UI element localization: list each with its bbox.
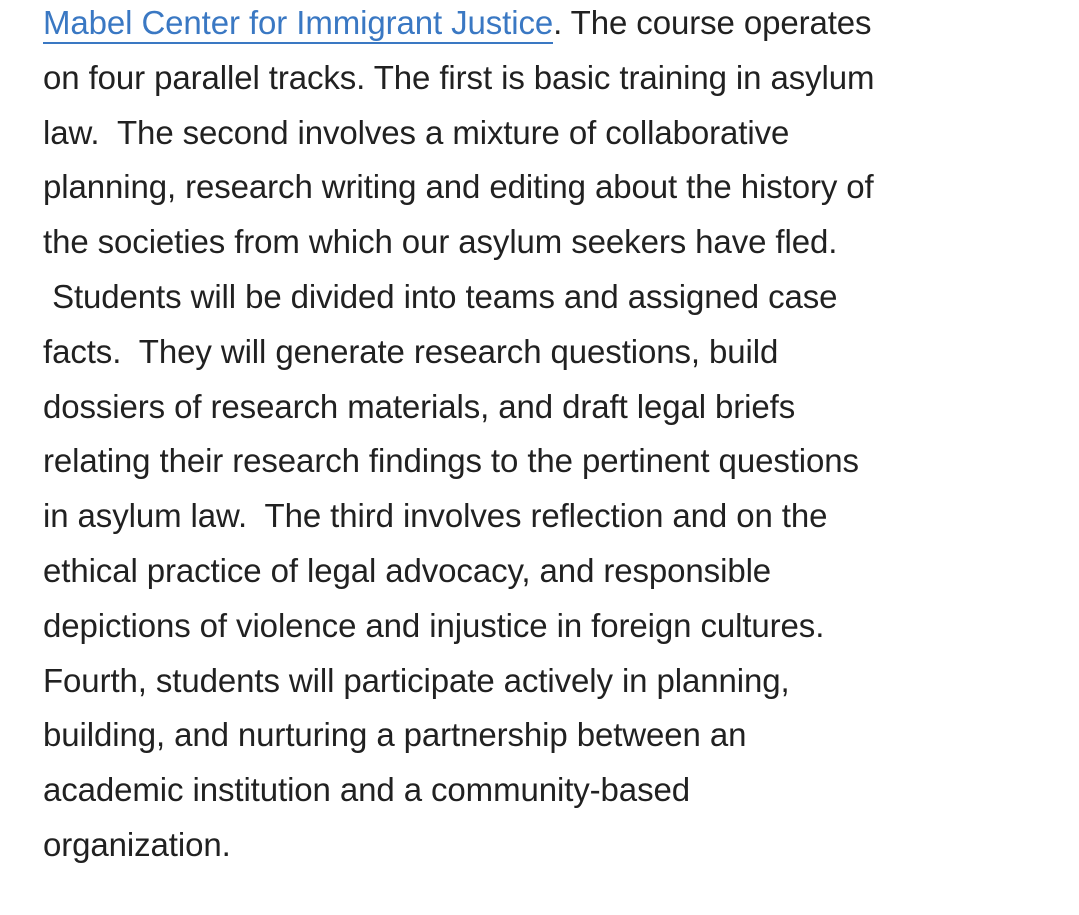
paragraph-line: Students will be divided into teams and assigned case [43,277,838,315]
paragraph-line: on four parallel tracks. The first is basic training in asylum [43,58,875,96]
paragraph-line: organization. [43,825,231,863]
paragraph-line: ethical practice of legal advocacy, and responsible [43,551,772,589]
paragraph-line: academic institution and a community-based [43,771,690,809]
article-paragraph [43,0,1053,873]
paragraph-line: the societies from which our asylum seekers have fled. [43,223,838,261]
paragraph-line: building, and nurturing a partnership between an [43,716,747,754]
paragraph-line: dossiers of research materials, and draft legal briefs [43,387,796,425]
paragraph-line: in asylum law. The third involves reflection and on the [43,497,828,535]
paragraph-line: relating their research findings to the pertinent questions [43,442,859,480]
paragraph-line-1 [43,0,1053,51]
paragraph-line: law. The second involves a mixture of collaborative [43,113,790,151]
paragraph-line-1-text: . The course operates [553,4,872,41]
paragraph-line: facts. They will generate research questions, build [43,332,779,370]
paragraph-line: planning, research writing and editing about the history of [43,168,874,206]
paragraph-line: depictions of violence and injustice in foreign cultures. [43,606,825,644]
mabel-center-link[interactable]: Mabel Center for Immigrant Justice [43,4,553,44]
paragraph-line: Fourth, students will participate actively in planning, [43,661,790,699]
